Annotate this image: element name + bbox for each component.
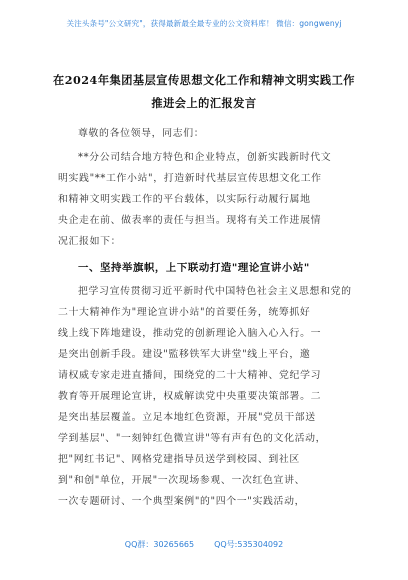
footer-qq-group: QQ群：30265665 [124,540,195,549]
paragraph-line: **分公司结合地方特色和企业特点，创新实践新时代文 [78,152,332,163]
paragraph-line: 央企走在前、做表率的责任与担当。现将有关工作进展情 [58,215,322,226]
paragraph-line: 教育等开展理论宣讲，权威解读党中央重要决策部署。二 [58,391,322,402]
paragraph-line: 把学习宣传贯彻习近平新时代中国特色社会主义思想和党的 [78,286,352,297]
footer-contact [0,539,408,550]
paragraph-line: 一次专题研讨、一个典型案例"的"四个一"实践活动， [58,496,306,507]
document-title-line-1: 在2024年集团基层宣传思想文化工作和精神文明实践工作 [53,73,355,87]
paragraph-line: 到"和创"单位，开展"一次现场参观、一次红色宣讲、 [58,475,306,486]
document-title-line-2: 推进会上的汇报发言 [151,96,257,110]
paragraph-line: 请权威专家走进直播间，围绕党的二十大精神、党纪学习 [58,370,322,381]
footer-qq-number: QQ号:535304092 [214,540,284,549]
section-heading: 一、坚持举旗帜，上下联动打造"理论宣讲小站" [78,262,310,274]
paragraph-line: 线上线下阵地建设，推动党的创新理论入脑入心入行。一 [58,328,322,339]
paragraph-line: 是突出基层覆盖。立足本地红色资源，开展"党员干部送 [58,412,316,423]
paragraph-line: 二十大精神作为"理论宣讲小站"的首要任务，统筹抓好 [58,307,311,318]
paragraph-line: 把"网红书记"、网格党建指导员送学到校园、到社区 [58,454,300,465]
paragraph-line: 况汇报如下： [58,236,122,247]
paragraph-line: 是突出创新手段。建设"監移铁军大讲堂"线上平台，邀 [58,349,311,360]
promo-banner: 关注头条号"公文研究"，获得最新最全最专业的公文资料库！ 微信：gongwenyj [66,19,342,28]
paragraph-line: 学到基层"、"一刻钟红色微宣讲"等有声有色的文化活动， [58,433,327,444]
salutation: 尊敬的各位领导，同志们： [78,128,205,139]
paragraph-line: 明实践"**工作小站"，打造新时代基层宣传思想文化工作 [58,173,322,184]
paragraph-line: 和精神文明实践工作的平台载体，以实际行动履行属地 [58,194,311,205]
